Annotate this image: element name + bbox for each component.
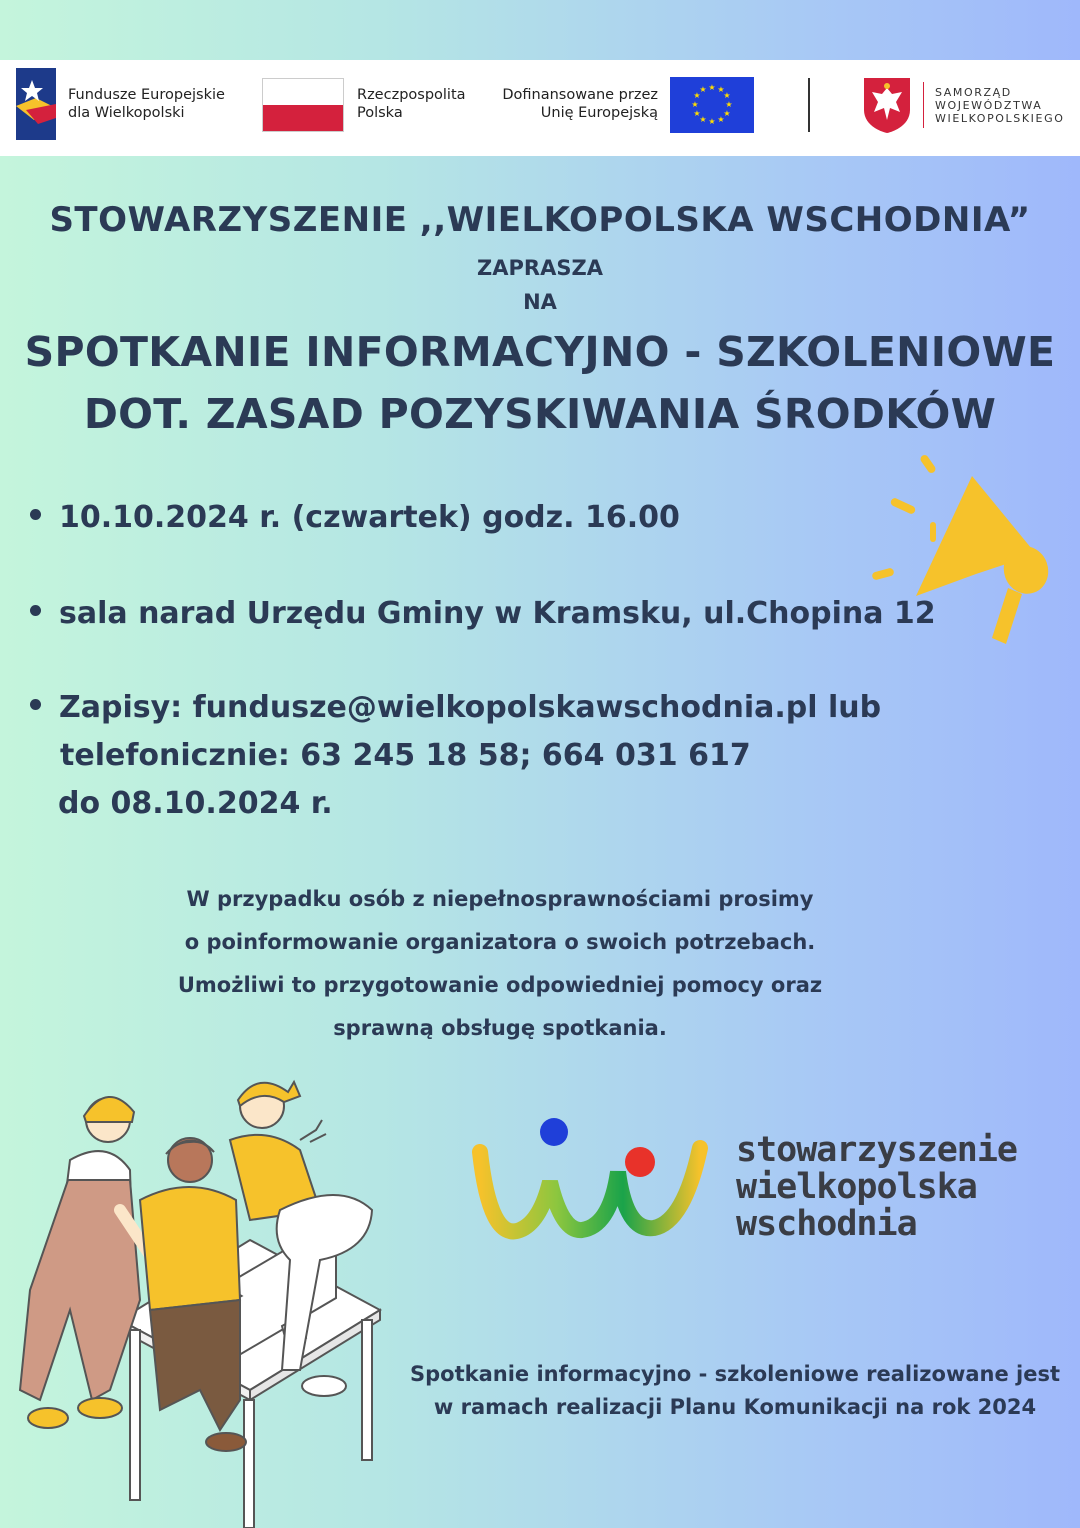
bullet-icon xyxy=(30,605,41,616)
signup-text-line3: do 08.10.2024 r. xyxy=(58,786,333,821)
svg-text:★: ★ xyxy=(725,100,733,109)
svg-text:★: ★ xyxy=(708,117,716,126)
on-text: NA xyxy=(523,290,557,314)
invites-text: ZAPRASZA xyxy=(477,256,603,280)
footer-note: Spotkanie informacyjno - szkoleniowe realizowane jest w ramach realizacji Planu Komunikacji na rok 2024 xyxy=(409,1362,1061,1419)
stowarzyszenie-logo-text: stowarzyszenie wielkopolska wschodnia xyxy=(736,1130,1018,1244)
svg-text:★: ★ xyxy=(691,100,699,109)
svg-text:★: ★ xyxy=(693,91,701,100)
fe-text: Fundusze Europejskie dla Wielkopolski xyxy=(68,87,225,121)
svg-text:★: ★ xyxy=(723,109,731,118)
place-item xyxy=(30,596,936,631)
people-at-computer-illustration xyxy=(0,1070,400,1528)
signup-text-line2: telefonicznie: 63 245 18 58; 664 031 617 xyxy=(60,738,751,773)
svg-text:★: ★ xyxy=(717,85,725,94)
signup-text-line1: Zapisy: fundusze@wielkopolskawschodnia.pl lub xyxy=(59,690,882,725)
samorzad-divider xyxy=(923,82,924,128)
date-text: 10.10.2024 r. (czwartek) godz. 16.00 xyxy=(59,500,680,535)
polish-flag-icon xyxy=(262,78,344,132)
divider xyxy=(808,78,810,132)
bullet-icon xyxy=(30,509,41,520)
eu-text: Dofinansowane przez Unię Europejską xyxy=(502,87,658,121)
fundusze-europejskie-logo xyxy=(16,68,56,140)
svg-text:★: ★ xyxy=(699,85,707,94)
stowarzyszenie-logo-icon xyxy=(470,1112,730,1252)
svg-text:★: ★ xyxy=(708,83,716,92)
organization-title: STOWARZYSZENIE ,,WIELKOPOLSKA WSCHODNIA” xyxy=(49,200,1031,240)
rp-text: Rzeczpospolita Polska xyxy=(357,87,466,121)
date-item xyxy=(30,500,680,535)
event-title-line2: DOT. ZASAD POZYSKIWANIA ŚRODKÓW xyxy=(83,390,997,438)
bullet-icon xyxy=(30,699,41,710)
svg-text:★: ★ xyxy=(723,91,731,100)
eu-flag-icon xyxy=(670,77,754,133)
place-text: sala narad Urzędu Gminy w Kramsku, ul.Chopina 12 xyxy=(59,596,936,631)
samorzad-text: SAMORZĄD WOJEWÓDZTWA WIELKOPOLSKIEGO xyxy=(935,86,1065,125)
logo-bar xyxy=(0,60,1080,156)
event-title-line1: SPOTKANIE INFORMACYJNO - SZKOLENIOWE xyxy=(24,328,1056,376)
signup-item xyxy=(30,690,881,725)
svg-text:★: ★ xyxy=(717,115,725,124)
accessibility-note: W przypadku osób z niepełnosprawnościami prosimy o poinformowanie organizatora o swoich potrzebach. Umożliwi to przygotowanie odpowiedniej pomocy oraz sprawną obsługę spotkania. xyxy=(177,887,823,1040)
svg-text:★: ★ xyxy=(693,109,701,118)
coat-of-arms-icon xyxy=(862,76,912,134)
svg-text:★: ★ xyxy=(699,115,707,124)
